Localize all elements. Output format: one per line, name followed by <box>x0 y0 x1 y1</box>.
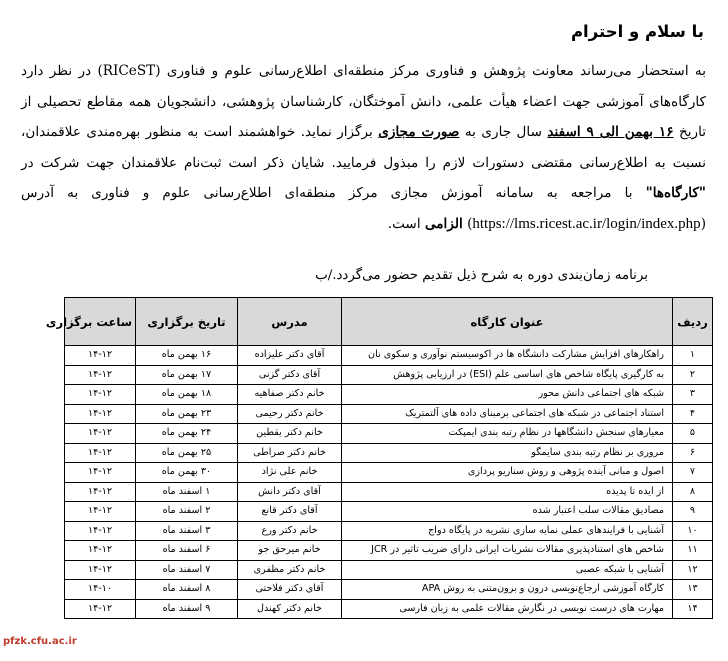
cell-row-number: ۴ <box>673 404 713 424</box>
cell-row-number: ۸ <box>673 482 713 502</box>
cell-workshop-title: آشنایی با فرایندهای عملی نمایه سازی نشریه در پایگاه دواج <box>342 521 673 541</box>
cell-time: ۱۴-۱۲ <box>65 502 136 522</box>
cell-workshop-title: مروری بر نظام رتبه بندی سایمگو <box>342 443 673 463</box>
org-abbreviation: RICeST <box>102 63 156 79</box>
cell-workshop-title: آشنایی با شبکه عصبی <box>342 560 673 580</box>
cell-date: ۲۴ بهمن ماه <box>136 424 238 444</box>
cell-date: ۹ اسفند ماه <box>136 599 238 619</box>
table-row <box>65 560 713 580</box>
mode-emphasis: صورت مجازی <box>378 124 460 141</box>
table-row <box>65 346 713 366</box>
cell-date: ۷ اسفند ماه <box>136 560 238 580</box>
cell-time: ۱۴-۱۲ <box>65 404 136 424</box>
schedule-table-body <box>65 346 713 619</box>
cell-date: ۱۷ بهمن ماه <box>136 365 238 385</box>
header-date: تاریخ برگزاری <box>136 298 238 346</box>
body-text-6: ) <box>462 215 473 232</box>
body-text-5: با مراجعه به سامانه آموزش مجازی مرکز منطقه‌ای اطلاع‌رسانی علوم و فناوری به آدرس ( <box>21 185 706 232</box>
body-text-4: برگزار نماید. خواهشمند است به منظور بهره‌مندی علاقمندان، نسبت به اطلاع‌رسانی مقتضی دستورات لازم را مبذول فرمایید. شایان ذکر است ثبت‌نام علاقمندان جهت شرکت در <box>21 124 706 171</box>
body-text-2: ) در نظر دارد کارگاه‌های آموزشی جهت اعضاء هیأت علمی، دانش آموختگان، کارشناسان پژوهشی، دانشجویان همه مقاطع تحصیلی از تاریخ <box>21 63 707 141</box>
table-header-row <box>65 298 713 346</box>
cell-workshop-title: از ایده تا پدیده <box>342 482 673 502</box>
greeting-heading: با سلام و احترام <box>570 22 704 41</box>
cell-row-number: ۶ <box>673 443 713 463</box>
header-row-number: ردیف <box>673 298 713 346</box>
cell-workshop-title: شاخص های استنادپذیری مقالات نشریات ایرانی دارای ضریب تاثیر در JCR <box>342 541 673 561</box>
schedule-intro: برنامه زمان‌بندی دوره به شرح ذیل تقدیم حضور می‌گردد./ب <box>315 268 648 283</box>
cell-date: ۳۰ بهمن ماه <box>136 463 238 483</box>
cell-date: ۲۵ بهمن ماه <box>136 443 238 463</box>
table-row <box>65 599 713 619</box>
cell-time: ۱۴-۱۲ <box>65 599 136 619</box>
cell-date: ۲۳ بهمن ماه <box>136 404 238 424</box>
cell-time: ۱۴-۱۲ <box>65 346 136 366</box>
cell-date: ۱۸ بهمن ماه <box>136 385 238 405</box>
cell-time: ۱۴-۱۲ <box>65 424 136 444</box>
cell-row-number: ۳ <box>673 385 713 405</box>
registration-url[interactable]: https://lms.ricest.ac.ir/login/index.php <box>472 215 701 232</box>
schedule-table <box>45 297 713 619</box>
cell-row-number: ۲ <box>673 365 713 385</box>
table-row <box>65 424 713 444</box>
cell-workshop-title: راهکارهای افزایش مشارکت دانشگاه ها در اکوسیستم نوآوری و سکوی نان <box>342 346 673 366</box>
cell-teacher: خانم دکتر کهندل <box>238 599 342 619</box>
body-text-3: سال جاری به <box>459 124 548 141</box>
cell-workshop-title: به کارگیری پایگاه شاخص های اساسی علم (ESI) در ارزیابی پژوهش <box>342 365 673 385</box>
cell-time: ۱۴-۱۲ <box>65 443 136 463</box>
cell-workshop-title: کارگاه آموزشی ارجاع‌نویسی درون و برون‌متنی به روش APA <box>342 580 673 600</box>
cell-row-number: ۱۳ <box>673 580 713 600</box>
cell-time: ۱۴-۱۲ <box>65 365 136 385</box>
cell-date: ۲ اسفند ماه <box>136 502 238 522</box>
cell-teacher: آقای دکتر فلاحتی <box>238 580 342 600</box>
cell-teacher: آقای دکتر گزنی <box>238 365 342 385</box>
table-row <box>65 502 713 522</box>
header-workshop-title: عنوان کارگاه <box>342 298 673 346</box>
dates-emphasis: ۱۶ بهمن الی ۹ اسفند <box>547 124 674 141</box>
table-row <box>65 482 713 502</box>
cell-workshop-title: استناد اجتماعی در شبکه های اجتماعی برمبنای داده های آلتمتریک <box>342 404 673 424</box>
table-row <box>65 463 713 483</box>
cell-teacher: آقای دکتر علیزاده <box>238 346 342 366</box>
body-text-1: به استحضار می‌رساند معاونت پژوهش و فناوری مرکز منطقه‌ای اطلاع‌رسانی علوم و فناوری ( <box>155 63 706 79</box>
cell-time: ۱۴-۱۲ <box>65 521 136 541</box>
cell-teacher: آقای دکتر قانع <box>238 502 342 522</box>
cell-row-number: ۱ <box>673 346 713 366</box>
letter-body-paragraph <box>21 56 706 240</box>
cell-teacher: خانم دکتر صفاهیه <box>238 385 342 405</box>
cell-teacher: آقای دکتر دانش <box>238 482 342 502</box>
workshops-emphasis: "کارگاه‌ها" <box>645 185 706 202</box>
cell-row-number: ۷ <box>673 463 713 483</box>
cell-workshop-title: مصادیق مقالات سلب اعتبار شده <box>342 502 673 522</box>
cell-workshop-title: معیارهای سنجش دانشگاهها در نظام رتبه بندی ایمپکت <box>342 424 673 444</box>
cell-teacher: خانم دکتر ورع <box>238 521 342 541</box>
cell-row-number: ۱۱ <box>673 541 713 561</box>
cell-teacher: خانم دکتر صراطی <box>238 443 342 463</box>
header-teacher: مدرس <box>238 298 342 346</box>
cell-row-number: ۱۰ <box>673 521 713 541</box>
cell-row-number: ۱۲ <box>673 560 713 580</box>
cell-time: ۱۴-۱۰ <box>65 580 136 600</box>
cell-time: ۱۴-۱۲ <box>65 482 136 502</box>
cell-workshop-title: شبکه های اجتماعی دانش محور <box>342 385 673 405</box>
cell-time: ۱۴-۱۲ <box>65 463 136 483</box>
cell-row-number: ۱۴ <box>673 599 713 619</box>
table-row <box>65 385 713 405</box>
cell-time: ۱۴-۱۲ <box>65 385 136 405</box>
cell-row-number: ۹ <box>673 502 713 522</box>
cell-teacher: خانم دکتر مظفری <box>238 560 342 580</box>
cell-teacher: خانم میرحق جو <box>238 541 342 561</box>
cell-date: ۸ اسفند ماه <box>136 580 238 600</box>
watermark-text: pfzk.cfu.ac.ir <box>3 636 77 647</box>
table-row <box>65 541 713 561</box>
cell-teacher: خانم دکتر رحیمی <box>238 404 342 424</box>
table-row <box>65 521 713 541</box>
cell-date: ۳ اسفند ماه <box>136 521 238 541</box>
cell-date: ۱۶ بهمن ماه <box>136 346 238 366</box>
table-row <box>65 443 713 463</box>
cell-time: ۱۴-۱۲ <box>65 541 136 561</box>
cell-workshop-title: اصول و مبانی آینده پژوهی و روش سناریو پردازی <box>342 463 673 483</box>
cell-teacher: خانم علی نژاد <box>238 463 342 483</box>
table-row <box>65 365 713 385</box>
cell-workshop-title: مهارت های درست نویسی در نگارش مقالات علمی به زبان فارسی <box>342 599 673 619</box>
mandatory-emphasis: الزامی <box>424 215 463 232</box>
table-row <box>65 580 713 600</box>
header-time: ساعت برگزاری <box>65 298 136 346</box>
cell-time: ۱۴-۱۲ <box>65 560 136 580</box>
cell-row-number: ۵ <box>673 424 713 444</box>
table-row <box>65 404 713 424</box>
cell-teacher: خانم دکتر یقطین <box>238 424 342 444</box>
cell-date: ۶ اسفند ماه <box>136 541 238 561</box>
cell-date: ۱ اسفند ماه <box>136 482 238 502</box>
body-text-7: است. <box>387 215 425 232</box>
